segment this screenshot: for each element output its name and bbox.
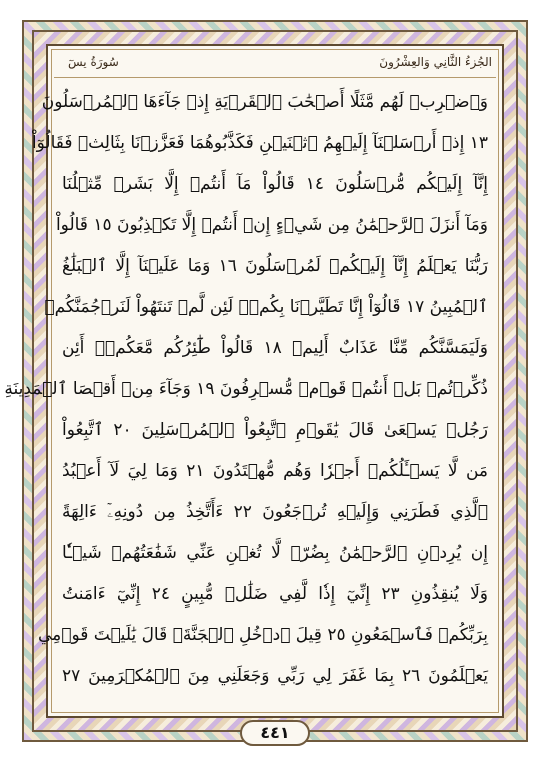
text-line: مَن لَّا يَسۡـَٔلُكُمۡ أَجۡرٗا وَهُم مُّهۡتَدُونَ ٢١ وَمَا لِيَ لَآ أَعۡبُدُ [62,461,488,481]
text-line: رَبُّنَا يَعۡلَمُ إِنَّآ إِلَيۡكُمۡ لَمُرۡسَلُونَ ١٦ وَمَا عَلَيۡنَآ إِلَّا ٱلۡبَلَٰغُ [62,256,488,276]
text-line: ٱلَّذِي فَطَرَنِي وَإِلَيۡهِ تُرۡجَعُونَ ٢٢ ءَأَتَّخِذُ مِن دُونِهِۦٓ ءَالِهَةً [62,502,488,522]
ornamental-frame-outer [4,20,528,742]
text-panel [4,44,504,718]
text-line: يَعۡلَمُونَ ٢٦ بِمَا غَفَرَ لِي رَبِّي وَجَعَلَنِي مِنَ ٱلۡمُكۡرَمِينَ ٢٧ [62,666,489,686]
text-line: إِنَّآ إِلَيۡكُم مُّرۡسَلُونَ ١٤ قَالُواْ مَآ أَنتُمۡ إِلَّا بَشَرٞ مِّثۡلُنَا [62,174,489,194]
text-line: إِن يُرِدۡنِ ٱلرَّحۡمَٰنُ بِضُرّٖ لَّا تُغۡنِ عَنِّي شَفَٰعَتُهُمۡ شَيۡـٔٗا [62,543,488,563]
text-line: ١٣ إِذۡ أَرۡسَلۡنَآ إِلَيۡهِمُ ٱثۡنَيۡنِ فَكَذَّبُوهُمَا فَعَزَّزۡنَا بِثَالِثٖ فَقَالُوٓاْ [31,133,488,153]
header-divider [54,77,496,78]
page-number-badge [240,720,310,746]
page-header [48,52,502,74]
text-line: ذُكِّرۡتُمۚ بَلۡ أَنتُمۡ قَوۡمٞ مُّسۡرِفُونَ ١٩ وَجَآءَ مِنۡ أَقۡصَا ٱلۡمَدِينَةِ [4,379,488,399]
text-line: بِرَبِّكُمۡ فَٱسۡمَعُونِ ٢٥ قِيلَ ٱدۡخُلِ ٱلۡجَنَّةَۖ قَالَ يَٰلَيۡتَ قَوۡمِي [38,625,488,645]
page-number: ٤٤١ [260,723,290,742]
juz-title: الجُزءُ الثَّانِي وَالعِشْرُونَ [379,55,492,69]
ornamental-frame-middle [4,30,518,732]
text-line: ٱلۡمُبِينُ ١٧ قَالُوٓاْ إِنَّا تَطَيَّرۡنَا بِكُمۡۖ لَئِن لَّمۡ تَنتَهُواْ لَنَرۡجُمَنَّكُمۡ [44,297,488,317]
text-line: وَمَآ أَنزَلَ ٱلرَّحۡمَٰنُ مِن شَيۡءٍ إِنۡ أَنتُمۡ إِلَّا تَكۡذِبُونَ ١٥ قَالُواْ [55,215,488,235]
surah-title: سُورَةُ يسٓ [68,55,119,69]
verses-block [4,82,492,697]
text-line: رَجُلٞ يَسۡعَىٰ قَالَ يَٰقَوۡمِ ٱتَّبِعُواْ ٱلۡمُرۡسَلِينَ ٢٠ ٱتَّبِعُواْ [62,420,489,440]
text-line: وَلَيَمَسَّنَّكُم مِّنَّا عَذَابٌ أَلِيمٞ ١٨ قَالُواْ طَٰٓئِرُكُم مَّعَكُمۡۚ أَئِن [62,338,488,358]
text-line: وَلَا يُنقِذُونِ ٢٣ إِنِّيٓ إِذٗا لَّفِي ضَلَٰلٖ مُّبِينٍ ٢٤ إِنِّيٓ ءَامَنتُ [62,584,488,604]
text-line: وَٱضۡرِبۡ لَهُم مَّثَلًا أَصۡحَٰبَ ٱلۡقَرۡيَةِ إِذۡ جَآءَهَا ٱلۡمُرۡسَلُونَ [41,92,488,112]
